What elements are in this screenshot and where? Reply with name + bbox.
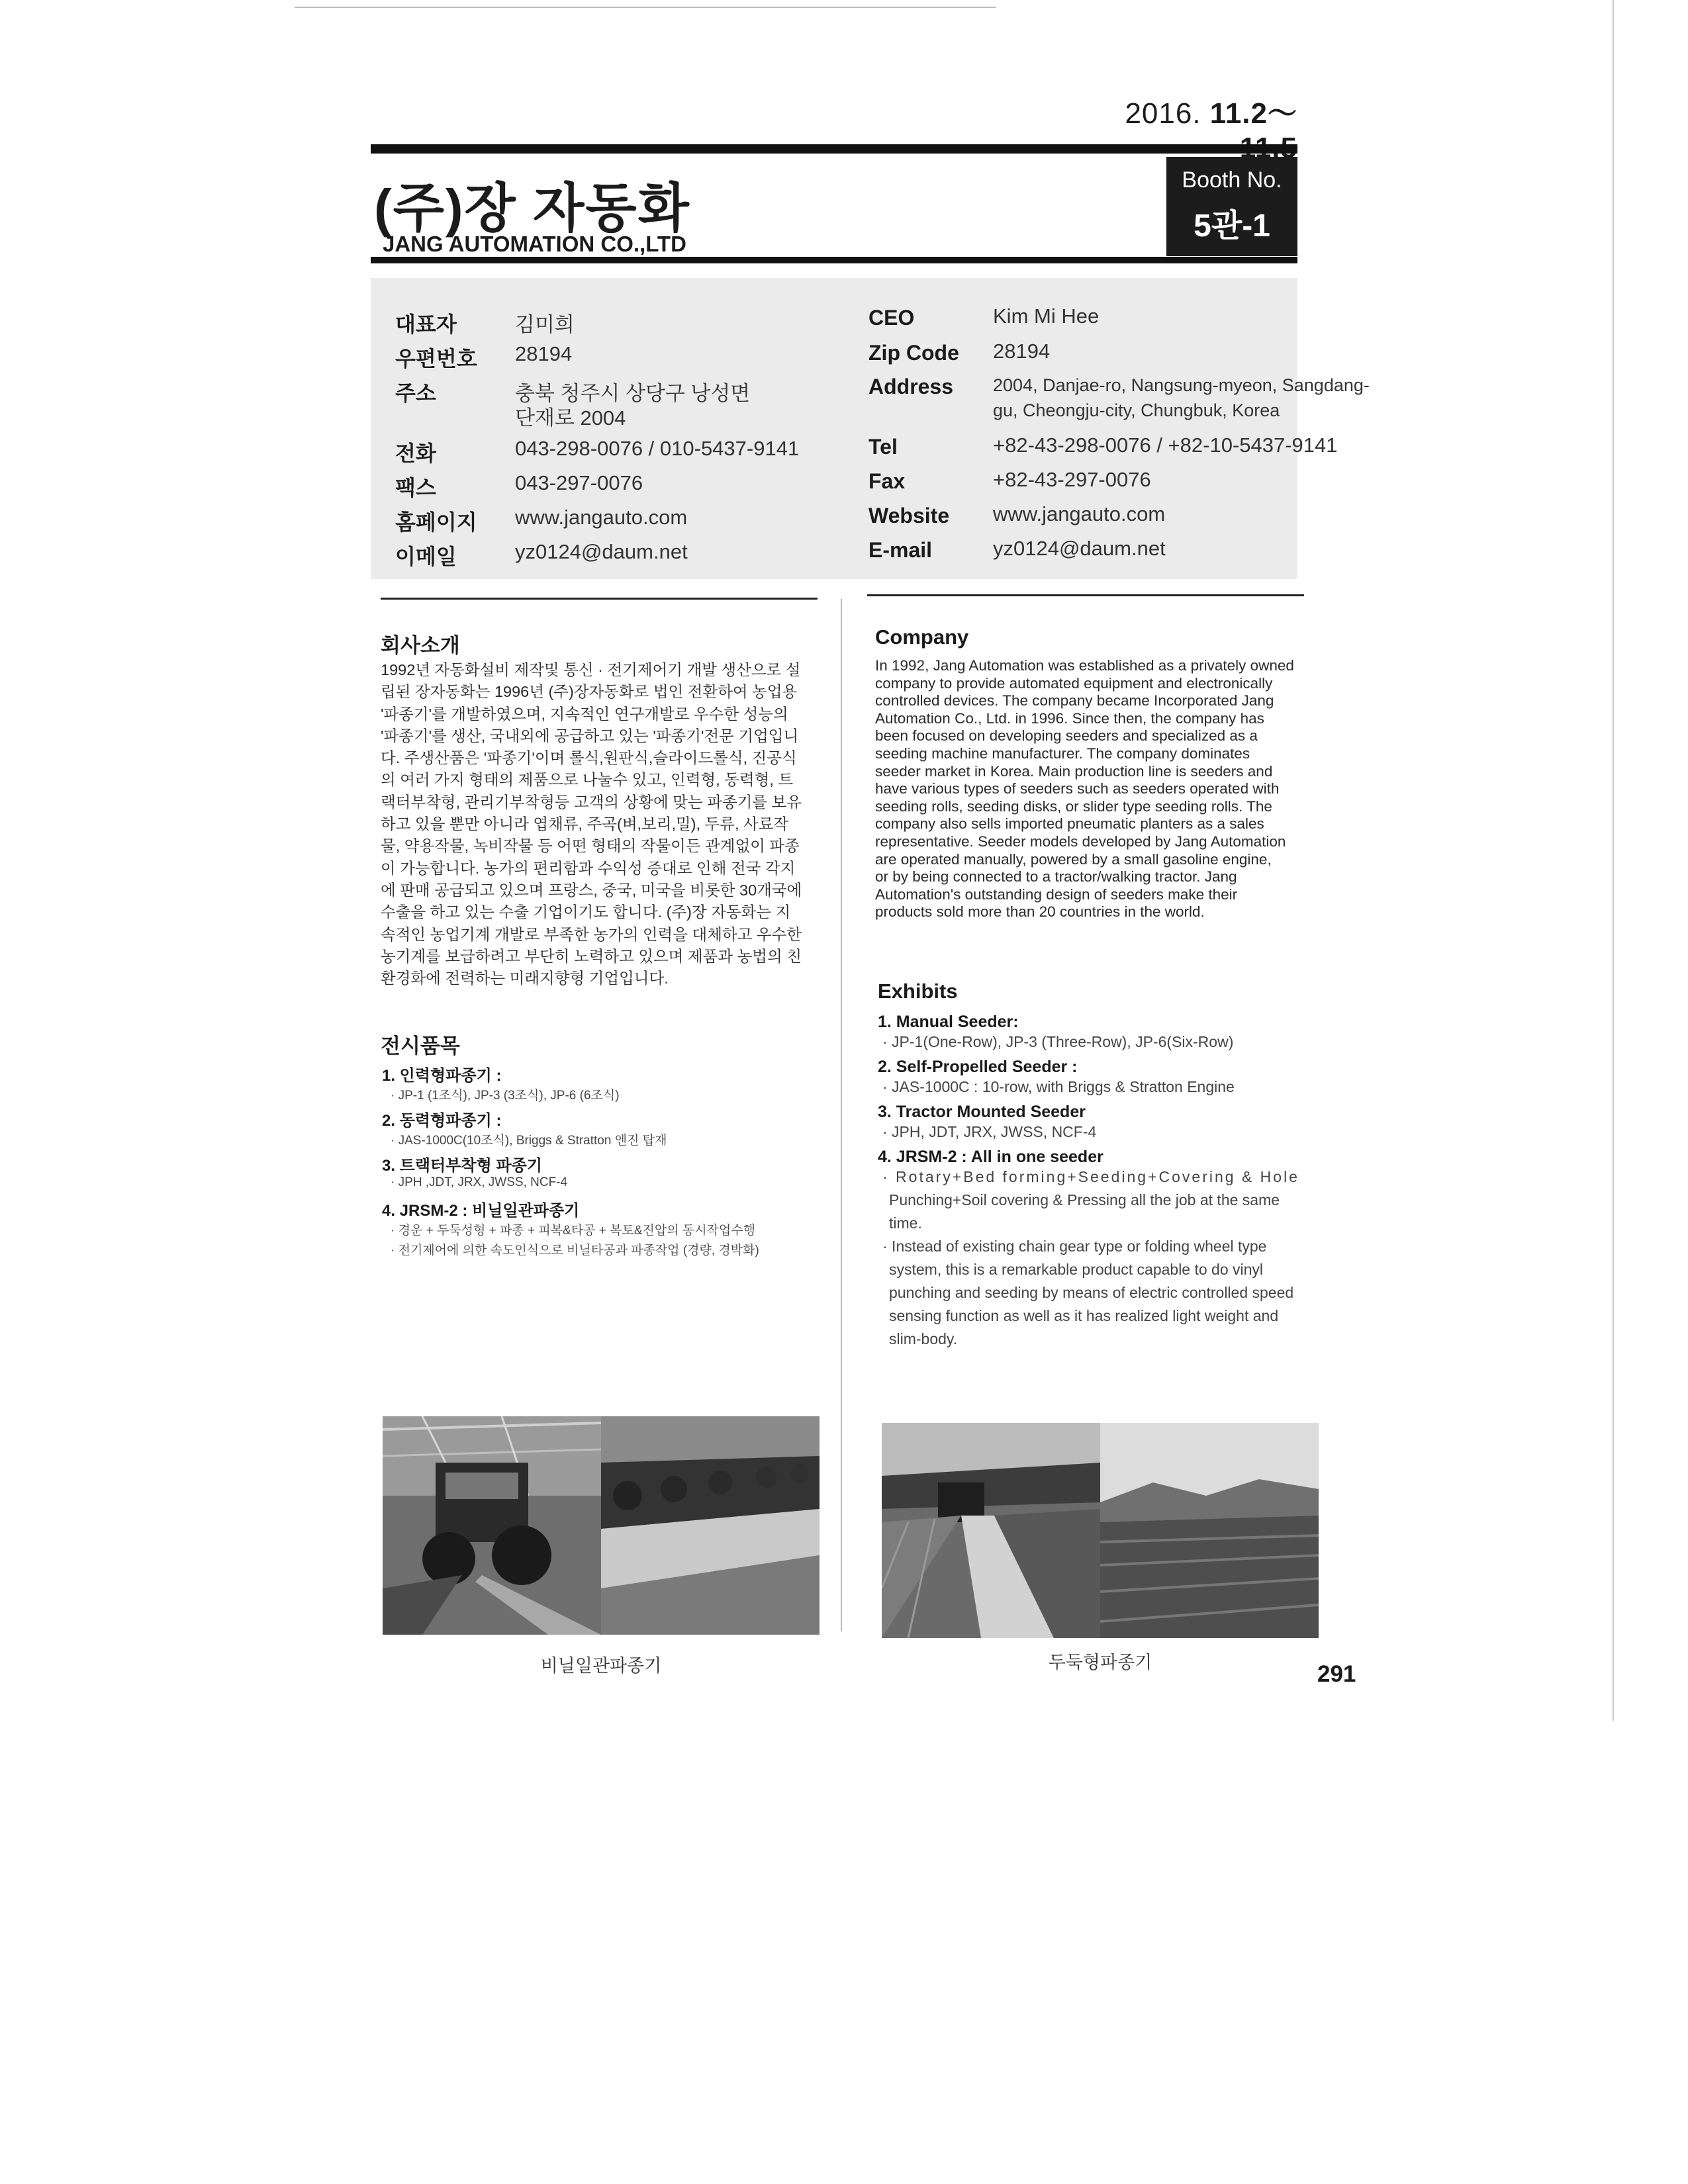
contact-info-box bbox=[371, 278, 1297, 579]
ko-intro-line: 환경화에 전력하는 미래지향형 기업입니다. bbox=[381, 970, 669, 987]
ko-intro-body bbox=[381, 659, 818, 989]
en-exhibit-sub: Punching+Soil covering & Pressing all the job at the same bbox=[889, 1191, 1280, 1208]
en-intro-body bbox=[875, 657, 1313, 921]
en-exhibit-sub: · JAS-1000C : 10-row, with Briggs & Stratton Engine bbox=[882, 1078, 1235, 1095]
scan-edge-top bbox=[295, 7, 996, 8]
seeded-field-photo bbox=[1100, 1423, 1319, 1638]
en-exhibits-title: Exhibits bbox=[878, 979, 958, 1003]
en-email-value[interactable]: yz0124@daum.net bbox=[993, 537, 1166, 560]
ko-exhibit-sub: · JAS-1000C(10조식), Briggs & Stratton 엔진 탑재 bbox=[391, 1134, 667, 1148]
ko-homepage-value[interactable]: www.jangauto.com bbox=[515, 506, 688, 529]
ko-tel-label: 전화 bbox=[395, 441, 436, 465]
ko-intro-line: 수출을 하고 있는 수출 기업이기도 합니다. (주)장 자동화는 지 bbox=[381, 903, 791, 921]
en-website-value[interactable]: www.jangauto.com bbox=[993, 502, 1166, 525]
ko-intro-line: 다. 주생산품은 '파종기'이며 롤식,원판식,슬라이드롤식, 진공식 bbox=[381, 749, 797, 767]
en-fax-value: +82-43-297-0076 bbox=[993, 468, 1151, 491]
ko-address-label: 주소 bbox=[395, 381, 436, 405]
tractor-greenhouse-image bbox=[383, 1416, 601, 1635]
company-name-en: JANG AUTOMATION CO.,LTD bbox=[383, 232, 686, 256]
ko-intro-title: 회사소개 bbox=[381, 634, 460, 657]
ko-email-label: 이메일 bbox=[395, 545, 457, 569]
en-intro-line: company also sells imported pneumatic planters as a sales bbox=[875, 815, 1264, 833]
en-intro-line: seeding machine manufacturer. The company dominates bbox=[875, 745, 1250, 762]
en-exhibit-head: 1. Manual Seeder: bbox=[878, 1013, 1019, 1031]
en-address-value: 2004, Danjae-ro, Nangsung-myeon, Sangdang- bbox=[993, 375, 1370, 395]
en-intro-line: company to provide automated equipment and electronically bbox=[875, 674, 1273, 692]
en-section-rule bbox=[867, 594, 1304, 596]
ko-exhibit-sub: · 전기제어에 의한 속도인식으로 비닐타공과 파종작업 (경량, 경박화) bbox=[391, 1244, 759, 1257]
ko-exhibits-title: 전시품목 bbox=[381, 1034, 460, 1058]
en-tel-value: +82-43-298-0076 / +82-10-5437-9141 bbox=[993, 433, 1338, 457]
tractor-field-photo bbox=[882, 1423, 1100, 1638]
en-exhibit-sub: sensing function as well as it has realized light weight and bbox=[889, 1307, 1279, 1324]
ko-exhibit-sub: · JP-1 (1조식), JP-3 (3조식), JP-6 (6조식) bbox=[391, 1089, 620, 1103]
ko-intro-line: 속적인 농업기계 개발로 부족한 농가의 인력을 대체하고 우수한 bbox=[381, 925, 802, 943]
en-intro-line: seeder market in Korea. Main production line is seeders and bbox=[875, 762, 1273, 780]
ko-exhibit-head: 3. 트랙터부착형 파종기 bbox=[382, 1157, 543, 1175]
en-intro-line: been focused on developing seeders and specialized as a bbox=[875, 727, 1258, 745]
ko-intro-line: 에 판매 공급되고 있으며 프랑스, 중국, 미국을 비롯한 30개국에 bbox=[381, 881, 802, 899]
en-intro-line: controlled devices. The company became Incorporated Jang bbox=[875, 692, 1274, 709]
ko-address-value: 충북 청주시 상당구 낭성면 bbox=[515, 382, 751, 405]
header-bar-top bbox=[371, 144, 1297, 154]
tractor-greenhouse-photo bbox=[383, 1416, 601, 1635]
tractor-field-image bbox=[882, 1423, 1100, 1638]
en-fax-label: Fax bbox=[868, 469, 906, 493]
en-exhibit-sub: · Rotary+Bed forming+Seeding+Covering & Hole bbox=[882, 1168, 1299, 1185]
en-exhibit-head: 4. JRSM-2 : All in one seeder bbox=[878, 1148, 1103, 1166]
ko-exhibit-head: 1. 인력형파종기 : bbox=[382, 1067, 502, 1085]
en-ceo-label: CEO bbox=[868, 306, 915, 330]
en-intro-line: or by being connected to a tractor/walking tractor. Jang bbox=[875, 868, 1237, 886]
ko-zip-value: 28194 bbox=[515, 342, 573, 365]
ko-intro-line: 1992년 자동화설비 제작및 통신 · 전기제어기 개발 생산으로 설 bbox=[381, 661, 801, 678]
ko-fax-value: 043-297-0076 bbox=[515, 471, 643, 494]
ko-intro-line: 농기계를 보급하려고 부단히 노력하고 있으며 제품과 농법의 친 bbox=[381, 947, 802, 965]
ko-intro-line: 이 가능합니다. 농가의 편리함과 수익성 증대로 인해 전국 각지 bbox=[381, 859, 796, 877]
header-bar-bottom bbox=[371, 257, 1297, 263]
vinyl-mulch-rows-photo bbox=[601, 1416, 820, 1635]
ko-intro-line: 의 여러 가지 형태의 제품으로 나눌수 있고, 인력형, 동력형, 트 bbox=[381, 771, 794, 789]
en-exhibit-head: 2. Self-Propelled Seeder : bbox=[878, 1058, 1078, 1076]
ko-address-value-2: 단재로 2004 bbox=[515, 406, 626, 430]
en-intro-line: Automation's outstanding design of seeders make their bbox=[875, 886, 1238, 903]
ko-intro-line: 물, 약용작물, 녹비작물 등 어떤 형태의 작물이든 관계없이 파종 bbox=[381, 837, 800, 855]
ko-exhibit-sub: · 경운 + 두둑성형 + 파종 + 피복&타공 + 복토&진압의 동시작업수행 bbox=[391, 1224, 755, 1238]
ko-ceo-value: 김미희 bbox=[515, 313, 575, 336]
en-intro-line: products sold more than 20 countries in the world. bbox=[875, 903, 1205, 921]
ko-intro-line: '파종기'를 생산, 국내외에 공급하고 있는 '파종기'전문 기업입니 bbox=[381, 727, 799, 745]
en-exhibit-sub: · Instead of existing chain gear type or folding wheel type bbox=[882, 1238, 1267, 1255]
booth-number: 5관-1 bbox=[1194, 208, 1270, 244]
en-email-label: E-mail bbox=[868, 538, 933, 562]
booth-label: Booth No. bbox=[1182, 167, 1282, 193]
ko-tel-value: 043-298-0076 / 010-5437-9141 bbox=[515, 437, 800, 460]
en-address-value-2: gu, Cheongju-city, Chungbuk, Korea bbox=[993, 400, 1280, 420]
column-divider bbox=[841, 599, 842, 1631]
en-zip-value: 28194 bbox=[993, 340, 1051, 363]
right-photo-caption: 두둑형파종기 bbox=[1048, 1653, 1152, 1672]
en-exhibit-sub: · JPH, JDT, JRX, JWSS, NCF-4 bbox=[882, 1123, 1097, 1140]
vinyl-mulch-image bbox=[601, 1416, 820, 1635]
en-exhibit-head: 3. Tractor Mounted Seeder bbox=[878, 1103, 1086, 1121]
en-exhibit-sub: slim-body. bbox=[889, 1330, 958, 1347]
company-name-ko: (주)장 자동화 bbox=[374, 179, 690, 238]
event-date: 2016. 11.2〜 bbox=[1125, 97, 1297, 130]
page-number: 291 bbox=[1317, 1661, 1356, 1687]
en-intro-line: Automation Co., Ltd. in 1996. Since then, the company has bbox=[875, 709, 1264, 727]
ko-intro-line: '파종기'를 개발하였으며, 지속적인 연구개발로 우수한 성능의 bbox=[381, 705, 788, 723]
en-intro-line: representative. Seeder models developed by Jang Automation bbox=[875, 833, 1286, 850]
ko-intro-line: 립된 장자동화는 1996년 (주)장자동화로 법인 전환하여 농업용 bbox=[381, 683, 798, 701]
left-photo-caption: 비닐일관파종기 bbox=[540, 1656, 662, 1676]
en-exhibit-sub: time. bbox=[889, 1214, 922, 1232]
en-exhibit-4-details bbox=[882, 1165, 1319, 1351]
ko-section-rule bbox=[381, 598, 818, 600]
ko-email-value[interactable]: yz0124@daum.net bbox=[515, 540, 688, 563]
seeded-field-image bbox=[1100, 1423, 1319, 1638]
ko-exhibit-sub: · JPH ,JDT, JRX, JWSS, NCF-4 bbox=[391, 1175, 568, 1189]
ko-homepage-label: 홈페이지 bbox=[395, 510, 477, 534]
en-website-label: Website bbox=[868, 504, 950, 527]
en-exhibit-sub: system, this is a remarkable product capable to do vinyl bbox=[889, 1261, 1264, 1278]
en-address-label: Address bbox=[868, 375, 954, 398]
booth-badge bbox=[1166, 157, 1297, 256]
scan-edge-right bbox=[1613, 0, 1614, 1721]
ko-intro-line: 랙터부착형, 관리기부착형등 고객의 상황에 맞는 파종기를 보유 bbox=[381, 793, 802, 811]
en-intro-line: In 1992, Jang Automation was established as a privately owned bbox=[875, 657, 1294, 674]
ko-exhibit-head: 2. 동력형파종기 : bbox=[382, 1112, 502, 1130]
en-ceo-value: Kim Mi Hee bbox=[993, 304, 1100, 328]
ko-intro-line: 하고 있을 뿐만 아니라 엽채류, 주곡(벼,보리,밀), 두류, 사료작 bbox=[381, 815, 789, 833]
en-intro-title: Company bbox=[875, 625, 969, 649]
en-tel-label: Tel bbox=[868, 435, 898, 459]
en-zip-label: Zip Code bbox=[868, 341, 959, 365]
ko-ceo-label: 대표자 bbox=[395, 312, 457, 336]
en-intro-line: seeding rolls, seeding disks, or slider type seeding rolls. The bbox=[875, 797, 1272, 815]
ko-exhibit-head: 4. JRSM-2 : 비닐일관파종기 bbox=[382, 1202, 580, 1220]
ko-zip-label: 우편번호 bbox=[395, 347, 477, 371]
en-exhibit-sub: punching and seeding by means of electric controlled speed bbox=[889, 1284, 1294, 1301]
en-intro-line: are operated manually, powered by a small gasoline engine, bbox=[875, 850, 1272, 868]
en-intro-line: have various types of seeders such as seeders operated with bbox=[875, 780, 1280, 797]
ko-fax-label: 팩스 bbox=[395, 476, 436, 500]
en-exhibit-sub: · JP-1(One-Row), JP-3 (Three-Row), JP-6(Six-Row) bbox=[882, 1033, 1234, 1050]
